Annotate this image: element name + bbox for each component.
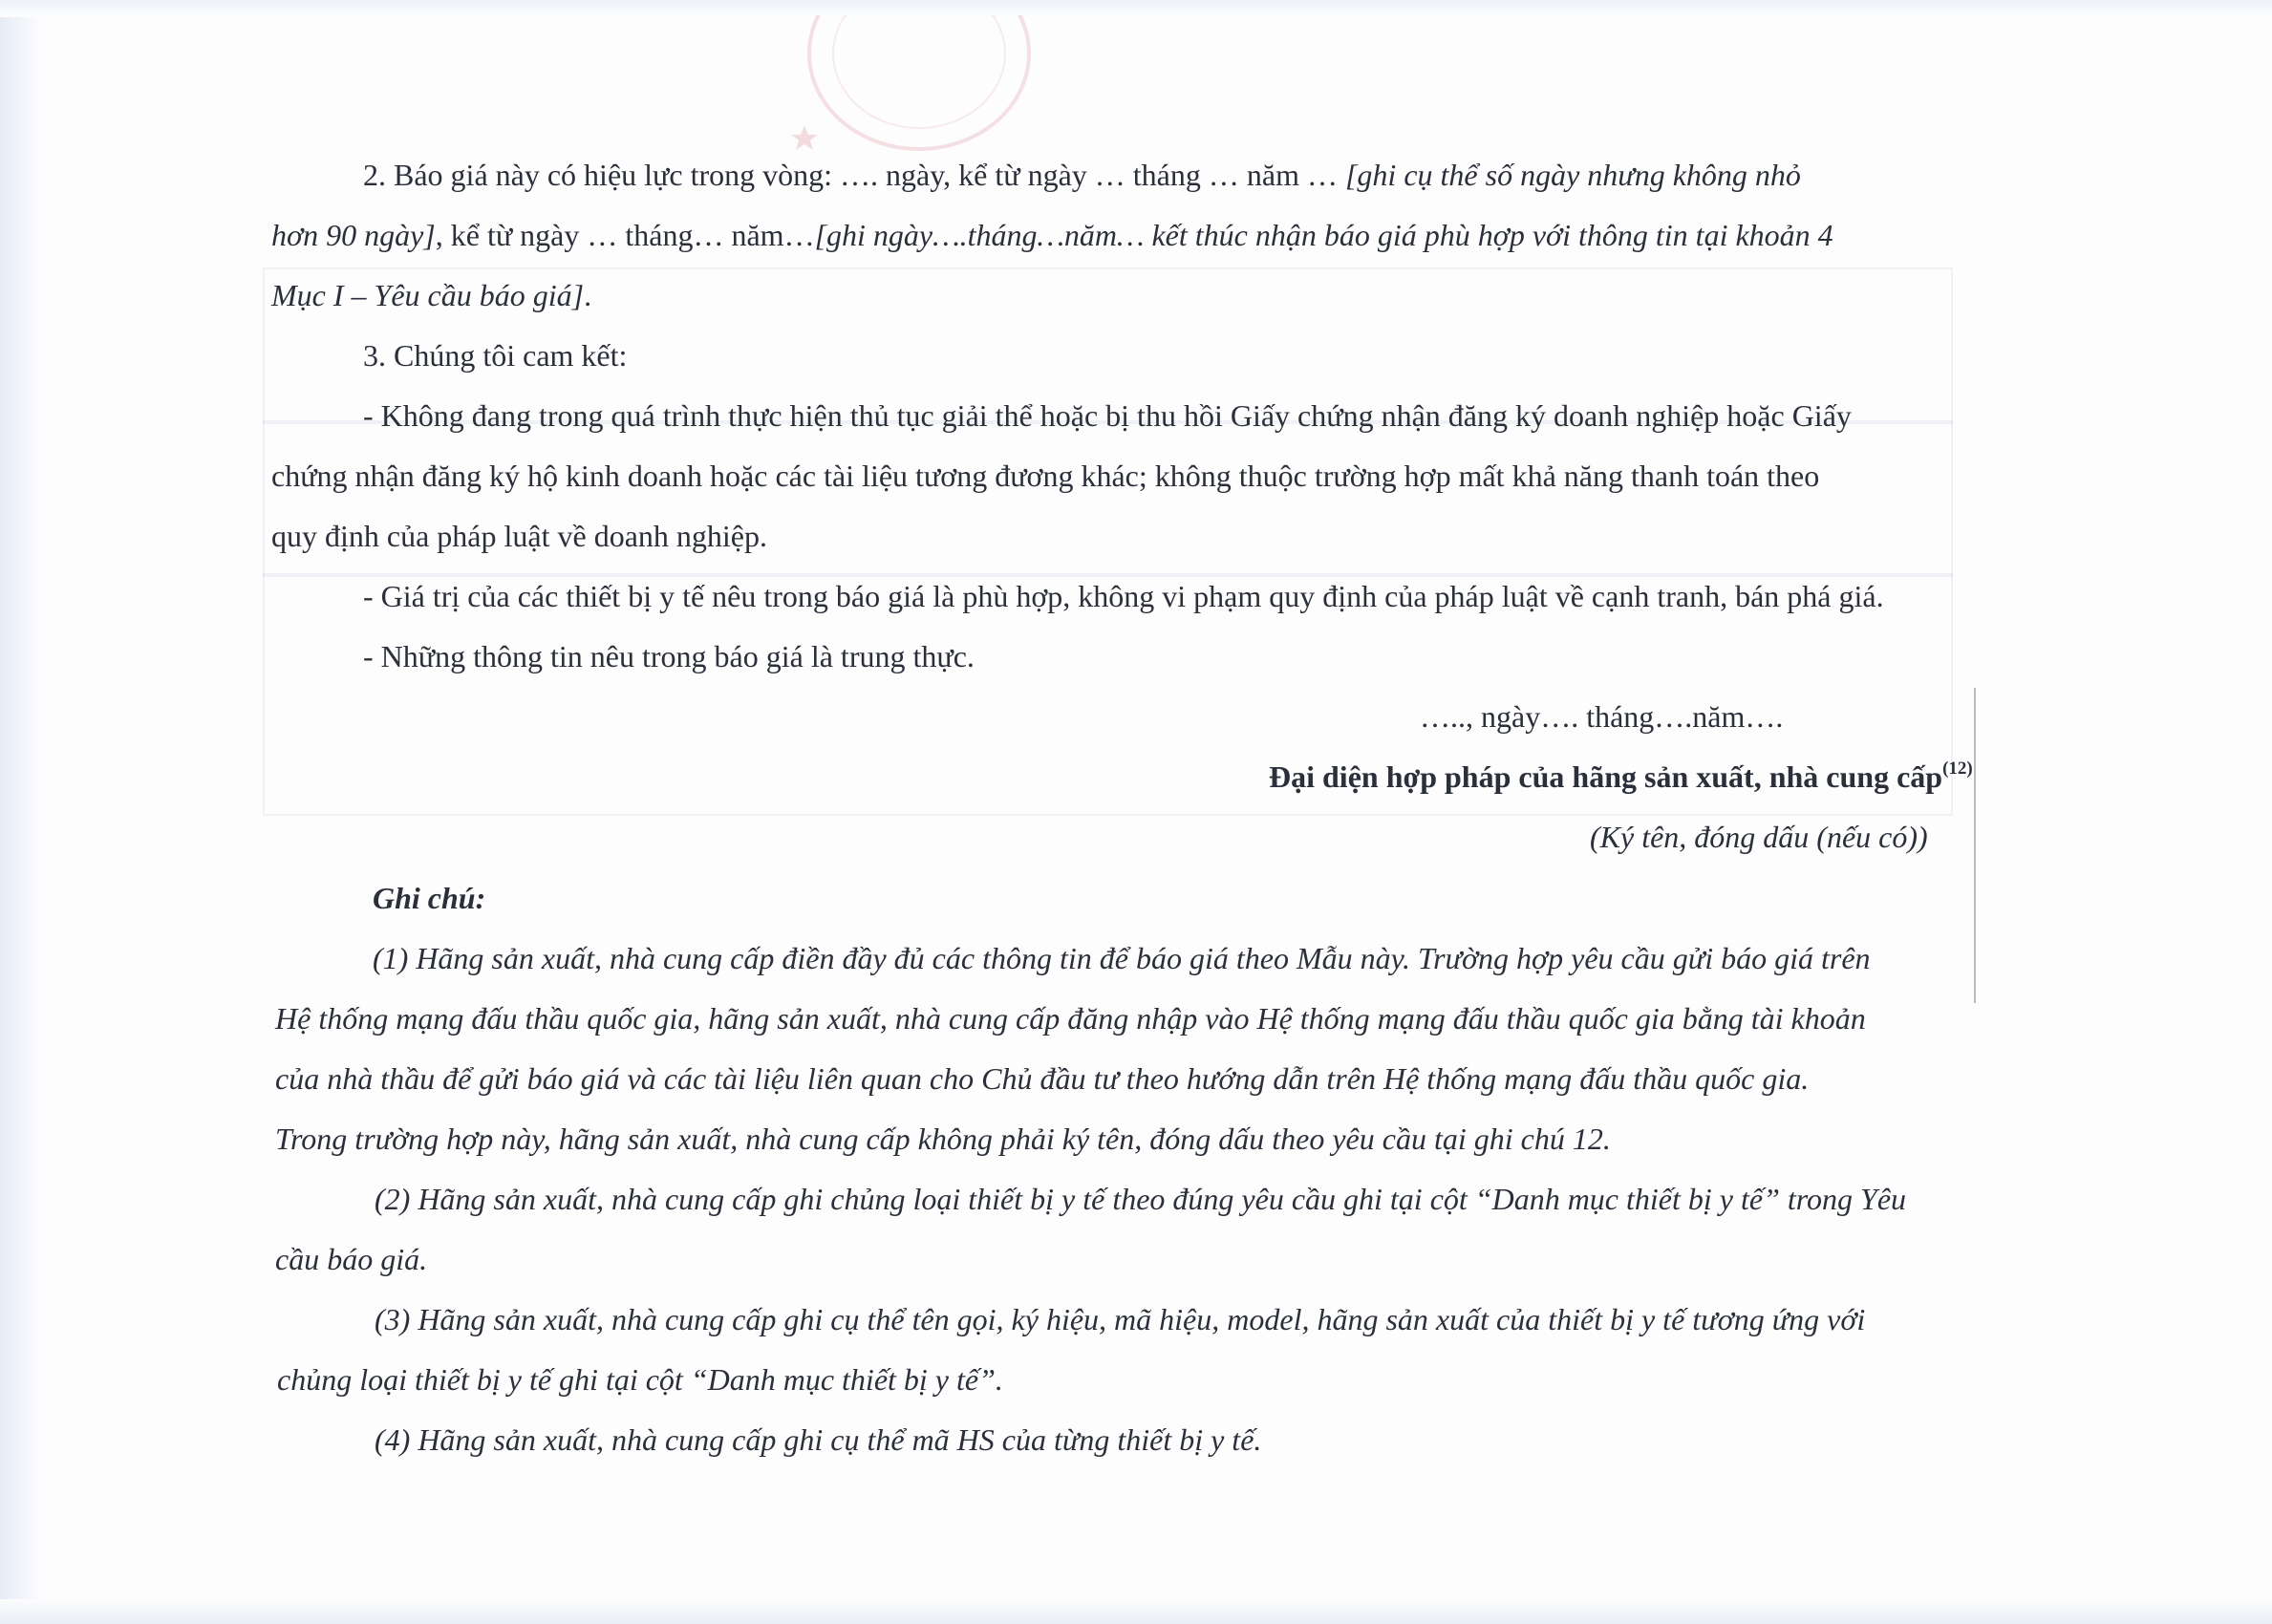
note-3-line-1: (3) Hãng sản xuất, nhà cung cấp ghi cụ thể tên gọi, ký hiệu, mã hiệu, model, hãng sản xuất của thiết bị y tế tương ứng với [375,1302,1866,1336]
clause-2-instruction: [ghi cụ thể số ngày nhưng không nhỏ [1344,158,1801,192]
commitment-1-line-2: chứng nhận đăng ký hộ kinh doanh hoặc các tài liệu tương đương khác; không thuộc trường hợp mất khả năng thanh toán theo [271,459,1820,493]
clause-2-line-2 [271,216,1833,254]
note-1-line-1: (1) Hãng sản xuất, nhà cung cấp điền đầy đủ các thông tin để báo giá theo Mẫu này. Trường hợp yêu cầu gửi báo giá trên [373,941,1871,975]
clause-2-instruction: [ghi ngày….tháng…năm… kết thúc nhận báo giá phù hợp với thông tin tại khoản 4 [814,218,1833,252]
scan-shadow-left [0,0,42,1624]
clause-2-line-1 [363,156,1801,194]
commitment-1-line-1: - Không đang trong quá trình thực hiện thủ tục giải thể hoặc bị thu hồi Giấy chứng nhận đăng ký doanh nghiệp hoặc Giấy [363,398,1852,433]
clause-3-heading: 3. Chúng tôi cam kết: [363,338,628,373]
note-3-line-2: chủng loại thiết bị y tế ghi tại cột “Danh mục thiết bị y tế”. [277,1362,1003,1397]
note-2-line-1: (2) Hãng sản xuất, nhà cung cấp ghi chủng loại thiết bị y tế theo đúng yêu cầu ghi tại cột “Danh mục thiết bị y tế” trong Yêu [375,1182,1907,1216]
clause-2-text: , kể từ ngày … tháng… năm… [435,218,815,252]
footnote-ref-12: (12) [1942,759,1973,779]
margin-rule [1974,688,1976,1003]
commitment-1-line-3: quy định của pháp luật về doanh nghiệp. [271,519,767,553]
note-2-line-2: cầu báo giá. [275,1242,428,1276]
scan-shadow-bottom [0,1599,2272,1624]
legal-representative-title: Đại diện hợp pháp của hãng sản xuất, nhà cung cấp$^{(12)}$ [1269,759,1973,794]
clause-2-instruction: hơn 90 ngày] [271,218,436,252]
commitment-3: - Những thông tin nêu trong báo giá là trung thực. [363,639,975,673]
clause-2-text: . [584,278,592,312]
scan-shadow-top [0,0,2272,17]
clause-2-text: 2. Báo giá này có hiệu lực trong vòng: …. ngày, kể từ ngày … tháng … năm … [363,158,1345,192]
clause-2-line-3 [271,276,591,314]
notes-heading: Ghi chú: [373,881,486,915]
faded-stamp [776,15,1053,159]
note-1-line-4: Trong trường hợp này, hãng sản xuất, nhà cung cấp không phải ký tên, đóng dấu theo yêu cầu tại ghi chú 12. [275,1122,1611,1156]
note-1-line-3: của nhà thầu để gửi báo giá và các tài liệu liên quan cho Chủ đầu tư theo hướng dẫn trên Hệ thống mạng đấu thầu quốc gia. [275,1061,1810,1096]
signature-date-line: ….., ngày…. tháng….năm…. [1420,699,1784,734]
note-1-line-2: Hệ thống mạng đấu thầu quốc gia, hãng sản xuất, nhà cung cấp đăng nhập vào Hệ thống mạng đấu thầu quốc gia bằng tài khoản [275,1001,1866,1036]
note-4: (4) Hãng sản xuất, nhà cung cấp ghi cụ thể mã HS của từng thiết bị y tế. [375,1422,1262,1457]
clause-2-instruction: Mục I – Yêu cầu báo giá] [271,278,585,312]
commitment-2: - Giá trị của các thiết bị y tế nêu trong báo giá là phù hợp, không vi phạm quy định của pháp luật về cạnh tranh, bán phá giá. [363,579,1884,613]
signature-instruction: (Ký tên, đóng dấu (nếu có)) [1590,820,1928,854]
